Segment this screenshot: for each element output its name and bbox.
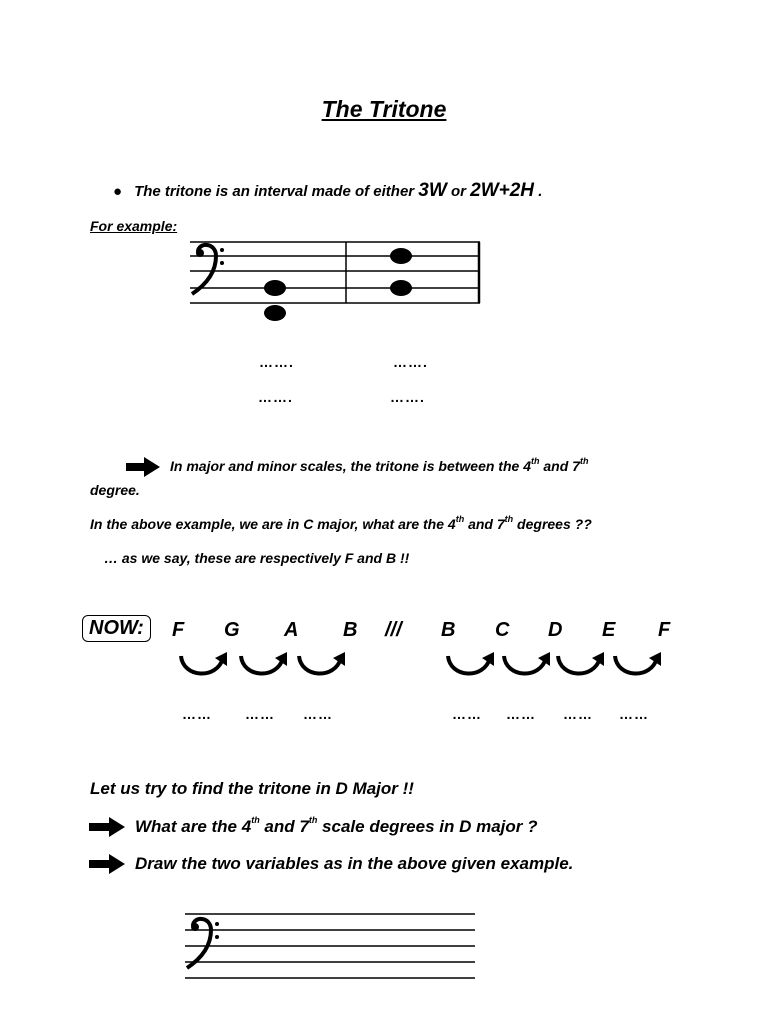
answer-staff[interactable] <box>183 908 483 988</box>
or-text: or <box>446 183 471 200</box>
curved-arrow-icon <box>241 652 287 674</box>
degree-text: degree. <box>90 482 140 498</box>
question-2: Draw the two variables as in the above given example. <box>135 854 574 873</box>
note-b: B <box>441 619 456 641</box>
and-text: and 7 <box>259 817 309 836</box>
curved-arrow-icon <box>504 652 550 674</box>
sup-th: th <box>530 456 540 466</box>
arc-blank[interactable]: …… <box>563 706 593 722</box>
arc-blank[interactable]: …… <box>619 706 649 722</box>
respectively-text: … as we say, these are respectively F and B !! <box>104 550 410 566</box>
arc-blank[interactable]: …… <box>245 706 275 722</box>
degrees-text: degrees ?? <box>513 516 592 532</box>
blank-2[interactable]: ……. <box>393 354 428 370</box>
example-staff <box>188 236 488 326</box>
curved-arrow-icon <box>558 652 604 674</box>
note-f: F <box>172 619 185 641</box>
major-minor-text: In major and minor scales, the tritone is between the 4 <box>170 458 531 474</box>
above-example-line <box>90 516 592 532</box>
sup-th: th <box>455 514 465 524</box>
right-arrow-icon <box>126 457 160 477</box>
above-example-text: In the above example, we are in C major, what are the 4 <box>90 516 456 532</box>
q1-text: What are the 4 <box>135 817 252 836</box>
separator: /// <box>385 619 402 641</box>
option-2w2h: 2W+2H <box>470 180 535 201</box>
bullet-end: . <box>534 183 543 200</box>
note-a: A <box>284 619 299 641</box>
curved-arrow-icon <box>615 652 661 674</box>
bass-clef-icon <box>187 919 219 968</box>
now-label: NOW: <box>82 615 151 642</box>
sup-th: th <box>308 815 318 825</box>
and-text: and 7 <box>539 458 580 474</box>
arc-blank[interactable]: …… <box>506 706 536 722</box>
for-example-label: For example: <box>90 218 178 234</box>
curved-arrow-icon <box>448 652 494 674</box>
blank-1[interactable]: ……. <box>259 354 294 370</box>
note-d: D <box>548 619 563 641</box>
bullet-dot-icon: ● <box>113 183 123 200</box>
arc-blank[interactable]: …… <box>182 706 212 722</box>
d-major-heading: Let us try to find the tritone in D Major !! <box>90 779 414 798</box>
right-arrow-icon <box>89 817 125 837</box>
right-arrow-icon <box>89 854 125 874</box>
and-text: and 7 <box>464 516 505 532</box>
interval-arcs <box>0 650 768 690</box>
note-g: G <box>224 619 240 641</box>
page-title: The Tritone <box>321 96 447 122</box>
note-c: C <box>495 619 510 641</box>
bullet-line <box>113 180 542 202</box>
question-1 <box>135 817 537 837</box>
major-minor-line <box>170 458 588 474</box>
arc-blank[interactable]: …… <box>452 706 482 722</box>
sup-th: th <box>251 815 260 825</box>
curved-arrow-icon <box>181 652 227 674</box>
option-3w: 3W <box>418 180 447 201</box>
note-e: E <box>602 619 616 641</box>
note-heads <box>264 248 412 321</box>
blank-3[interactable]: ……. <box>258 389 293 405</box>
bass-clef-icon <box>192 245 224 294</box>
blank-4[interactable]: ……. <box>390 389 425 405</box>
curved-arrow-icon <box>299 652 345 674</box>
sup-th: th <box>504 514 514 524</box>
sup-th: th <box>579 456 589 466</box>
arc-blank[interactable]: …… <box>303 706 333 722</box>
bullet-text: The tritone is an interval made of either <box>134 183 419 200</box>
note-f: F <box>658 619 671 641</box>
q1-end: scale degrees in D major ? <box>317 817 538 836</box>
note-b: B <box>343 619 358 641</box>
